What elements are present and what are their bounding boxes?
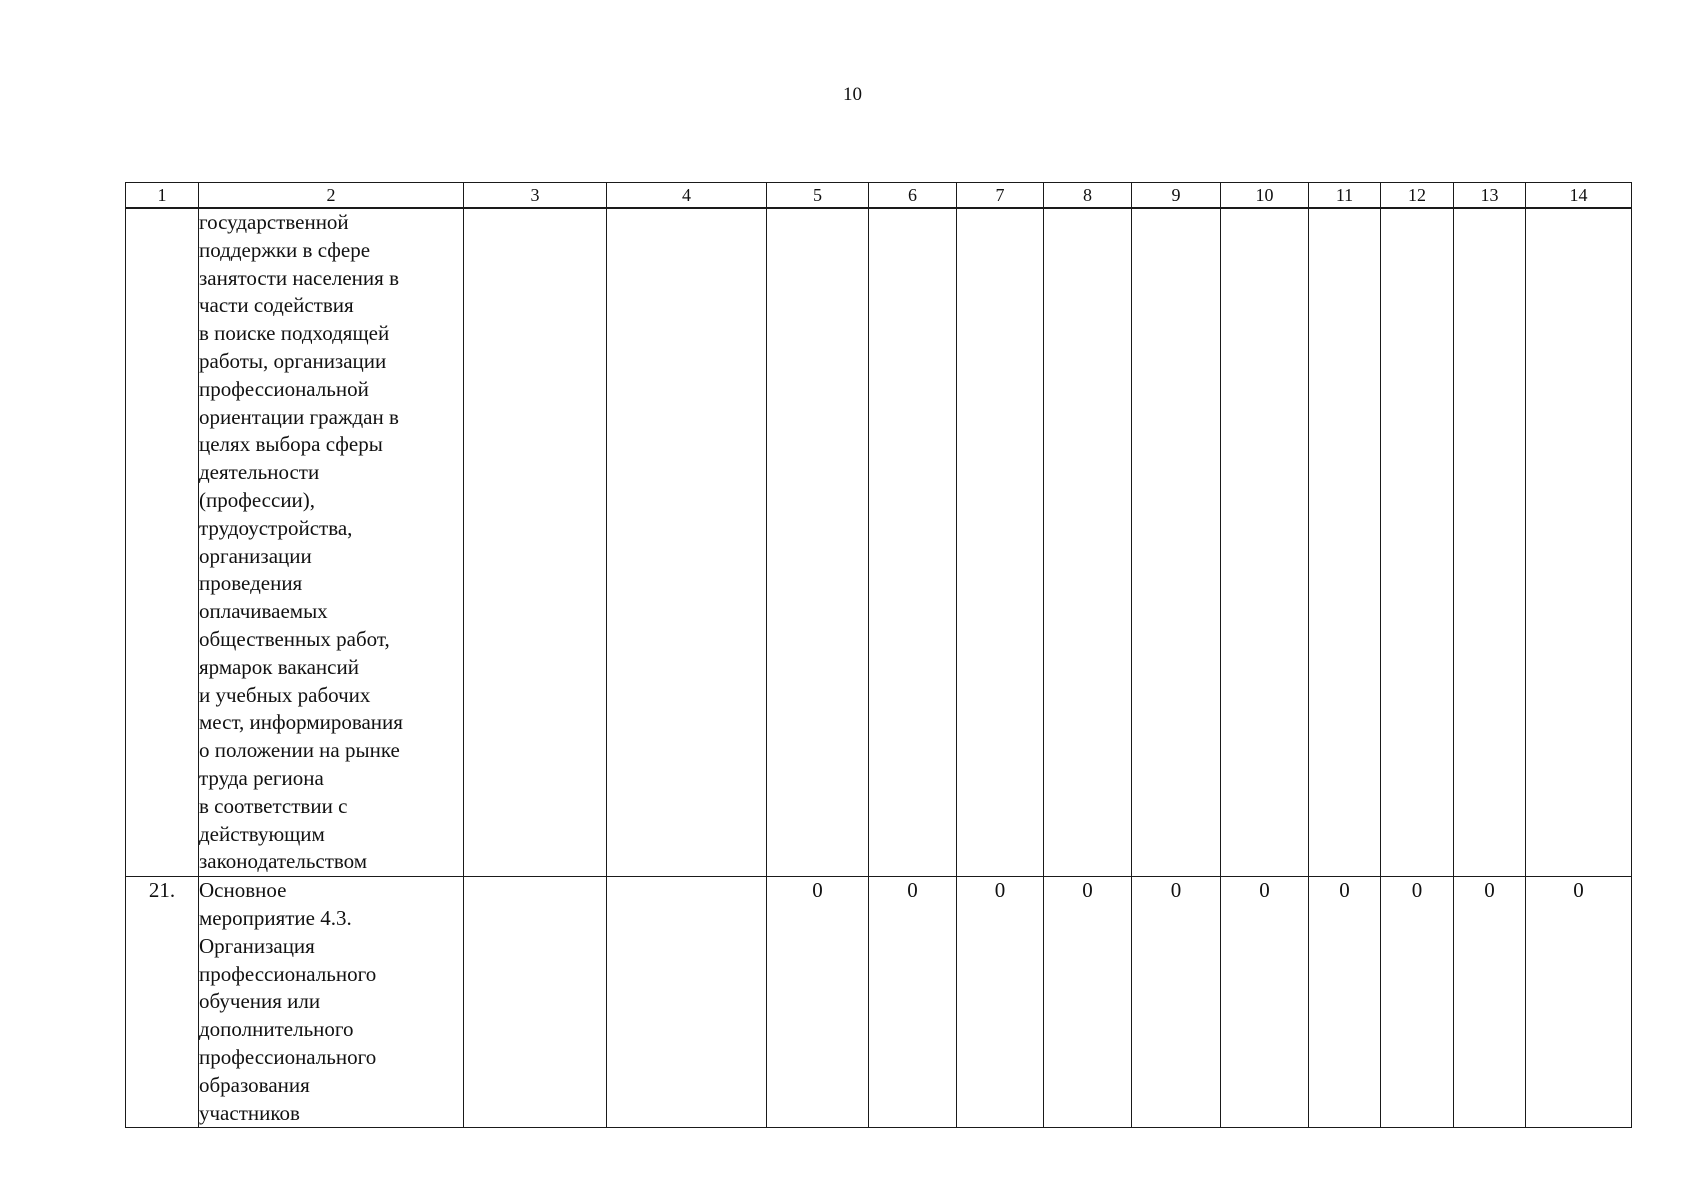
description-line: мероприятие 4.3. — [199, 905, 352, 930]
description-line: проведения — [199, 571, 303, 596]
header-cell: 4 — [607, 183, 767, 209]
description-line: ориентации граждан в — [199, 404, 399, 429]
description-line: целях выбора сферы — [199, 432, 383, 457]
description-cell — [199, 877, 464, 1128]
row-number-cell: 21. — [126, 877, 199, 1128]
description-line: в соответствии с — [199, 793, 348, 818]
value-cell: 0 — [1221, 877, 1309, 1128]
description-line: общественных работ, — [199, 626, 390, 651]
empty-cell — [869, 208, 957, 877]
header-row — [126, 183, 1632, 209]
empty-cell — [607, 877, 767, 1128]
value-cell: 0 — [1309, 877, 1381, 1128]
description-line: части содействия — [199, 293, 354, 318]
empty-cell — [607, 208, 767, 877]
value-cell: 0 — [1132, 877, 1221, 1128]
empty-cell — [957, 208, 1044, 877]
description-line: (профессии), — [199, 487, 316, 512]
description-line: работы, организации — [199, 348, 387, 373]
empty-cell — [767, 208, 869, 877]
description-line: Основное — [199, 878, 287, 903]
row-number-cell — [126, 208, 199, 877]
description-line: деятельности — [199, 460, 320, 485]
table-row-continuation — [126, 208, 1632, 877]
empty-cell — [1381, 208, 1454, 877]
header-cell: 1 — [126, 183, 199, 209]
description-line: занятости населения в — [199, 265, 399, 290]
description-line: действующим — [199, 821, 325, 846]
description-line: образования — [199, 1072, 310, 1097]
empty-cell — [1044, 208, 1132, 877]
description-line: профессионального — [199, 1044, 377, 1069]
description-line: профессиональной — [199, 376, 369, 401]
header-cell: 11 — [1309, 183, 1381, 209]
header-cell: 14 — [1526, 183, 1632, 209]
value-cell: 0 — [869, 877, 957, 1128]
value-cell: 0 — [957, 877, 1044, 1128]
header-cell: 5 — [767, 183, 869, 209]
description-line: ярмарок вакансий — [199, 654, 359, 679]
description-line: трудоустройства, — [199, 515, 353, 540]
description-cell — [199, 208, 464, 877]
description-line: Организация — [199, 933, 315, 958]
header-cell: 6 — [869, 183, 957, 209]
description-line: о положении на рынке — [199, 738, 400, 763]
description-line: поддержки в сфере — [199, 237, 371, 262]
description-line: в поиске подходящей — [199, 321, 390, 346]
value-cell: 0 — [1381, 877, 1454, 1128]
description-line: дополнительного — [199, 1017, 354, 1042]
description-line: профессионального — [199, 961, 377, 986]
page-number: 10 — [843, 84, 862, 105]
value-cell: 0 — [767, 877, 869, 1128]
empty-cell — [1309, 208, 1381, 877]
table-row-21 — [126, 877, 1632, 1128]
value-cell: 0 — [1044, 877, 1132, 1128]
header-cell: 13 — [1454, 183, 1526, 209]
description-line: организации — [199, 543, 312, 568]
description-line: государственной — [199, 210, 349, 234]
description-line: участников — [199, 1100, 300, 1125]
description-line: труда региона — [199, 765, 324, 790]
program-table — [125, 182, 1632, 1128]
empty-cell — [1526, 208, 1632, 877]
empty-cell — [1454, 208, 1526, 877]
description-line: и учебных рабочих — [199, 682, 371, 707]
header-cell: 7 — [957, 183, 1044, 209]
empty-cell — [1221, 208, 1309, 877]
value-cell: 0 — [1526, 877, 1632, 1128]
description-line: обучения или — [199, 989, 321, 1014]
description-line: законодательством — [199, 849, 368, 874]
value-cell: 0 — [1454, 877, 1526, 1128]
header-cell: 12 — [1381, 183, 1454, 209]
description-line: оплачиваемых — [199, 599, 328, 624]
empty-cell — [1132, 208, 1221, 877]
description-line: мест, информирования — [199, 710, 403, 735]
empty-cell — [464, 208, 607, 877]
header-cell: 8 — [1044, 183, 1132, 209]
header-cell: 3 — [464, 183, 607, 209]
header-cell: 10 — [1221, 183, 1309, 209]
header-cell: 9 — [1132, 183, 1221, 209]
header-cell: 2 — [199, 183, 464, 209]
empty-cell — [464, 877, 607, 1128]
